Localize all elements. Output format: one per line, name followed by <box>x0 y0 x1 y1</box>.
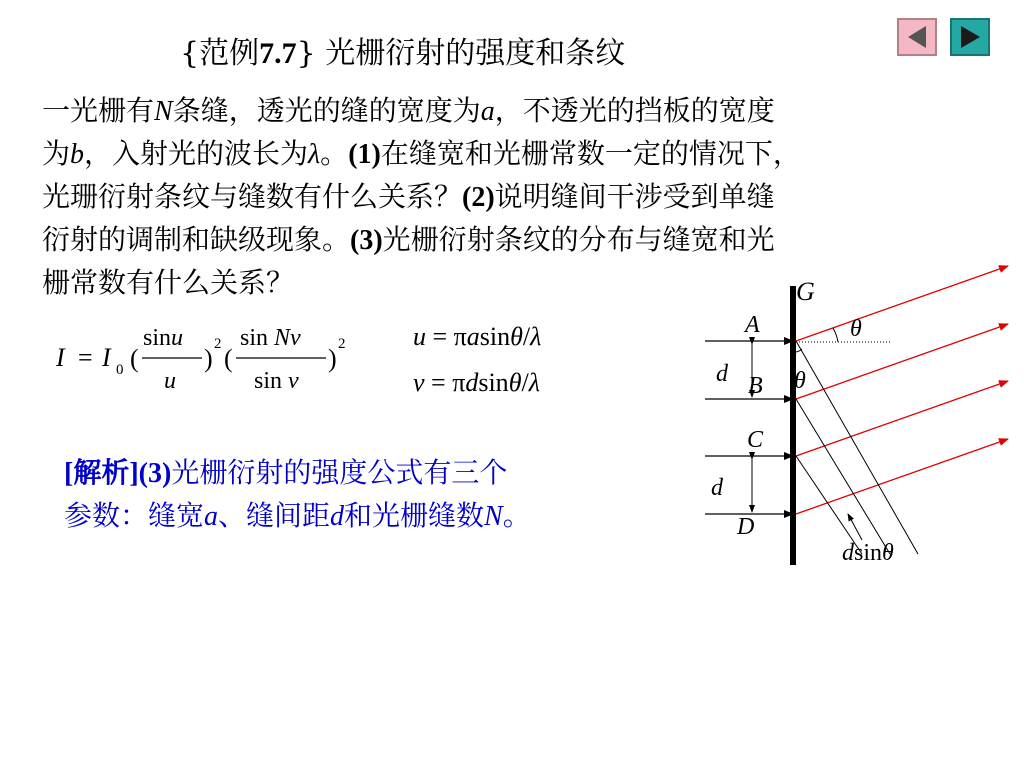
intensity-formula <box>50 318 370 398</box>
problem-line-3: 光珊衍射条纹与缝数有什么关系？(2)说明缝间干涉受到单缝 <box>42 180 775 213</box>
svg-text:0: 0 <box>116 362 124 378</box>
wavefront-line-1 <box>796 341 918 554</box>
problem-line-4: 衍射的调制和缺级现象。(3)光栅衍射条纹的分布与缝宽和光 <box>42 223 775 256</box>
svg-text:u: u <box>164 368 176 394</box>
previous-slide-button[interactable] <box>897 18 937 56</box>
label-path-difference: dsinθ <box>842 540 894 566</box>
svg-text:2: 2 <box>338 336 346 352</box>
title-number: 7.7 <box>259 37 297 70</box>
svg-text:(: ( <box>224 344 233 373</box>
svg-text:sinu: sinu <box>143 325 184 351</box>
analysis-line-1: [解析](3)光栅衍射的强度公式有三个 <box>64 456 508 489</box>
problem-line-2: 为b，入射光的波长为λ。(1)在缝宽和光栅常数一定的情况下， <box>42 137 801 170</box>
analysis-line-2: 参数：缝宽a、缝间距d和光栅缝数N。 <box>64 499 531 532</box>
diffracted-ray-b <box>796 324 1008 399</box>
diffracted-ray-c <box>796 381 1008 456</box>
label-d-point: D <box>737 514 755 540</box>
title-text: 光栅衍射的强度和条纹 <box>315 36 626 71</box>
svg-text:sin v: sin v <box>254 368 299 394</box>
label-g: G <box>796 277 815 306</box>
label-b: B <box>748 373 763 399</box>
next-slide-button[interactable] <box>950 18 990 56</box>
theta-arc-top <box>833 328 838 342</box>
page-title <box>180 28 625 72</box>
svg-text:(: ( <box>130 344 139 373</box>
analysis-text <box>64 452 531 538</box>
diffracted-ray-a <box>796 266 1008 341</box>
v-definition: v = πdsinθ/λ <box>413 368 540 397</box>
label-theta-2: θ <box>794 368 806 394</box>
svg-text:I: I <box>56 343 65 372</box>
label-spacing-1: d <box>716 361 728 387</box>
grating-diagram <box>700 255 1024 585</box>
problem-line-5: 栅常数有什么关系？ <box>42 266 295 299</box>
label-spacing-2: d <box>711 475 723 501</box>
u-definition: u = πasinθ/λ <box>413 322 542 351</box>
svg-text:=: = <box>78 343 93 372</box>
label-theta-1: θ <box>850 316 862 342</box>
svg-text:I: I <box>102 343 111 372</box>
problem-line-1: 一光栅有N条缝，透光的缝的宽度为a，不透光的挡板的宽度 <box>42 94 775 127</box>
svg-text:): ) <box>204 344 213 373</box>
title-close: } <box>296 36 316 71</box>
svg-text:sin Nv: sin Nv <box>240 325 301 351</box>
svg-text:2: 2 <box>214 336 222 352</box>
triangle-left-icon <box>899 20 935 54</box>
svg-text:): ) <box>328 344 337 373</box>
label-c: C <box>747 427 764 453</box>
title-open: {范例 <box>180 36 260 71</box>
triangle-right-icon <box>952 20 988 54</box>
label-a: A <box>745 312 760 338</box>
